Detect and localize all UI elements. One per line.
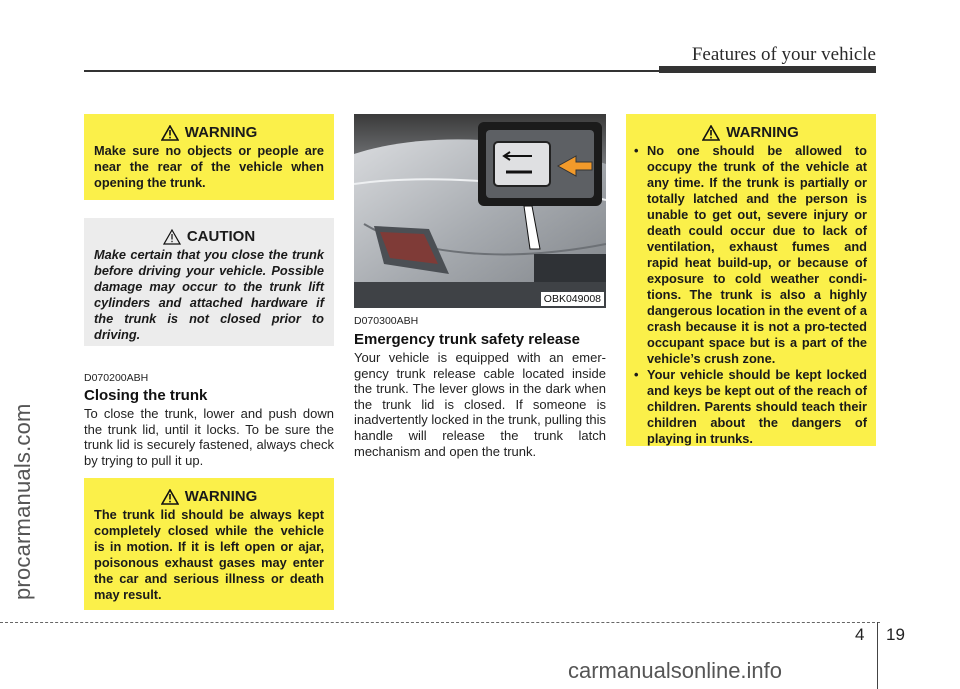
- warning-text: The trunk lid should be always kept completely closed while the vehicle is in motion. If it is left open or ajar, poisonous exhaust gases may enter the car and serious illness or death may result.: [94, 507, 324, 602]
- caution-title: CAUTION: [186, 228, 256, 245]
- header-rule-thick: [659, 66, 876, 73]
- watermark-bottom: carmanualsonline.info: [568, 658, 783, 683]
- warning-text: Make sure no objects or people are near the rear of the vehicle when opening the trunk.: [94, 143, 324, 190]
- caution-text: Make certain that you close the trunk before driving your vehicle. Possible damage may occur to the trunk lift cylinders and attached hardware if the trunk is not closed prior to driving.: [94, 247, 324, 342]
- car-trunk-illustration: [354, 114, 606, 308]
- warning-header: [94, 488, 324, 505]
- warning-list-item: • No one should be allowed to occupy the trunk of the vehicle at any time. If the trunk is partially or totally latched and the person is unable to get out, severe injury or death could occur due to lack of ventilation, exhaust fumes and rapid heat build-up, or because of exposure to cold weather condi-tions. The trunk is also a highly dangerous location in the event of a crash because it is not a pro-tected occupant space but is a part of the vehicle’s crush zone.: [634, 143, 867, 367]
- warning-title: WARNING: [184, 124, 258, 141]
- header-rule: [84, 70, 659, 72]
- warning-header: [634, 124, 867, 141]
- trunk-release-photo: [354, 114, 606, 308]
- photo-reference-label: OBK049008: [541, 292, 604, 306]
- page-number-separator: [877, 622, 878, 689]
- section-text-closing: To close the trunk, lower and push down the trunk lid, until it locks. To be sure the trunk lid is securely fastened, always check by trying to pull it up.: [84, 406, 334, 468]
- warning-list: [634, 143, 867, 447]
- warning-header: [94, 124, 324, 141]
- section-code-closing: D070200ABH: [84, 372, 149, 384]
- warning-box-open-trunk: [84, 114, 334, 200]
- warning-title: WARNING: [184, 488, 258, 505]
- warning-triangle-icon: [161, 489, 179, 505]
- page-number: 19: [886, 625, 905, 644]
- footer-rule: [0, 622, 880, 623]
- warning-title: WARNING: [726, 124, 799, 141]
- warning-triangle-icon: [702, 125, 720, 141]
- page-header-title: Features of your vehicle: [691, 44, 876, 65]
- warning-box-occupy-trunk: [626, 114, 876, 446]
- watermark-left: procarmanuals.com: [10, 403, 35, 600]
- section-code-emergency: D070300ABH: [354, 315, 419, 327]
- caution-triangle-icon: [163, 229, 181, 245]
- warning-triangle-icon: [161, 125, 179, 141]
- caution-box-close-trunk: [84, 218, 334, 346]
- caution-header: [94, 228, 324, 245]
- section-text-emergency: Your vehicle is equipped with an emer-gency trunk release cable located inside the trunk. The lever glows in the dark when the trunk lid is closed. If someone is inadvertently locked in the trunk, pulling this handle will release the trunk latch mechanism and open the trunk.: [354, 350, 606, 459]
- chapter-number: 4: [855, 625, 865, 644]
- section-heading-emergency: Emergency trunk safety release: [354, 331, 580, 348]
- warning-list-item: • Your vehicle should be kept locked and keys be kept out of the reach of children. Parents should teach their children about the dangers of playing in trunks.: [634, 367, 867, 447]
- warning-box-trunk-closed: [84, 478, 334, 610]
- section-heading-closing: Closing the trunk: [84, 387, 208, 404]
